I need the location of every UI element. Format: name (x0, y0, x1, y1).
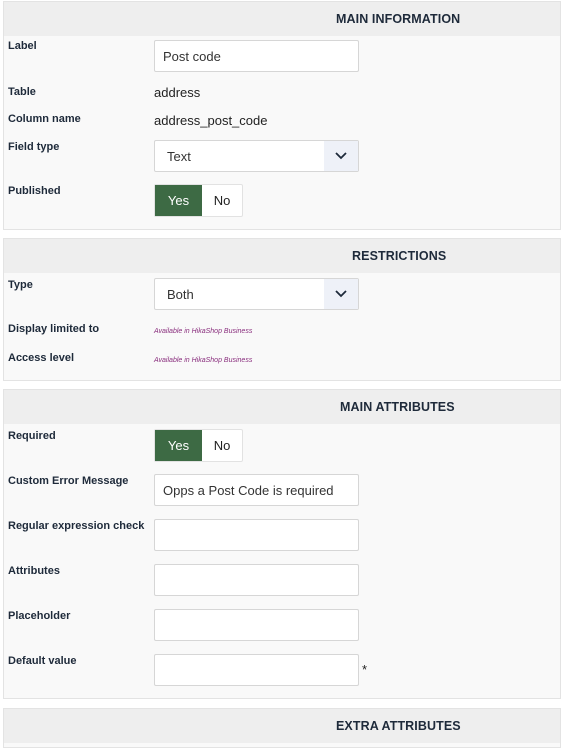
column-name-label: Column name (8, 113, 81, 125)
custom-error-input[interactable] (154, 474, 359, 506)
published-no-button[interactable]: No (213, 193, 231, 208)
main-information-title: MAIN INFORMATION (336, 12, 461, 26)
extra-attributes-header (4, 709, 560, 743)
label-input[interactable] (154, 40, 359, 72)
restrictions-title: RESTRICTIONS (352, 249, 447, 263)
published-toggle[interactable] (154, 184, 243, 217)
display-limited-business-note: Available in HikaShop Business (154, 328, 253, 335)
published-yes-button[interactable]: Yes (155, 185, 202, 216)
type-label: Type (8, 279, 33, 291)
placeholder-input[interactable] (154, 609, 359, 641)
chevron-down-icon[interactable] (324, 141, 358, 171)
restrictions-panel (3, 238, 561, 381)
type-select[interactable] (154, 278, 359, 310)
restrictions-header (4, 239, 560, 273)
main-information-header (4, 2, 560, 36)
default-value-label: Default value (8, 655, 77, 667)
field-type-selected: Text (167, 149, 191, 164)
table-label: Table (8, 86, 36, 98)
field-type-select[interactable] (154, 140, 359, 172)
required-no-button[interactable]: No (213, 438, 231, 453)
regex-check-input[interactable] (154, 519, 359, 551)
required-toggle[interactable] (154, 429, 243, 462)
attributes-input[interactable] (154, 564, 359, 596)
chevron-down-icon[interactable] (324, 279, 358, 309)
main-attributes-title: MAIN ATTRIBUTES (340, 400, 455, 414)
extra-attributes-title: EXTRA ATTRIBUTES (336, 719, 461, 733)
access-level-business-note: Available in HikaShop Business (154, 357, 253, 364)
attributes-label: Attributes (8, 565, 60, 577)
column-name-value: address_post_code (154, 113, 268, 128)
placeholder-label: Placeholder (8, 610, 71, 622)
default-value-required-marker: * (362, 662, 368, 677)
published-label: Published (8, 185, 61, 197)
table-value: address (154, 85, 201, 100)
type-selected: Both (167, 287, 194, 302)
default-value-input[interactable] (154, 654, 359, 686)
field-type-label: Field type (8, 141, 60, 153)
label-field-label: Label (8, 40, 37, 52)
custom-error-label: Custom Error Message (8, 475, 129, 487)
main-attributes-header (4, 390, 560, 424)
display-limited-label: Display limited to (8, 323, 100, 335)
required-yes-button[interactable]: Yes (155, 430, 202, 461)
access-level-label: Access level (8, 352, 75, 364)
main-information-panel (3, 1, 561, 230)
main-attributes-panel (3, 389, 561, 699)
regex-check-label: Regular expression check (8, 520, 145, 532)
extra-attributes-panel (3, 708, 561, 748)
required-label: Required (8, 430, 56, 442)
